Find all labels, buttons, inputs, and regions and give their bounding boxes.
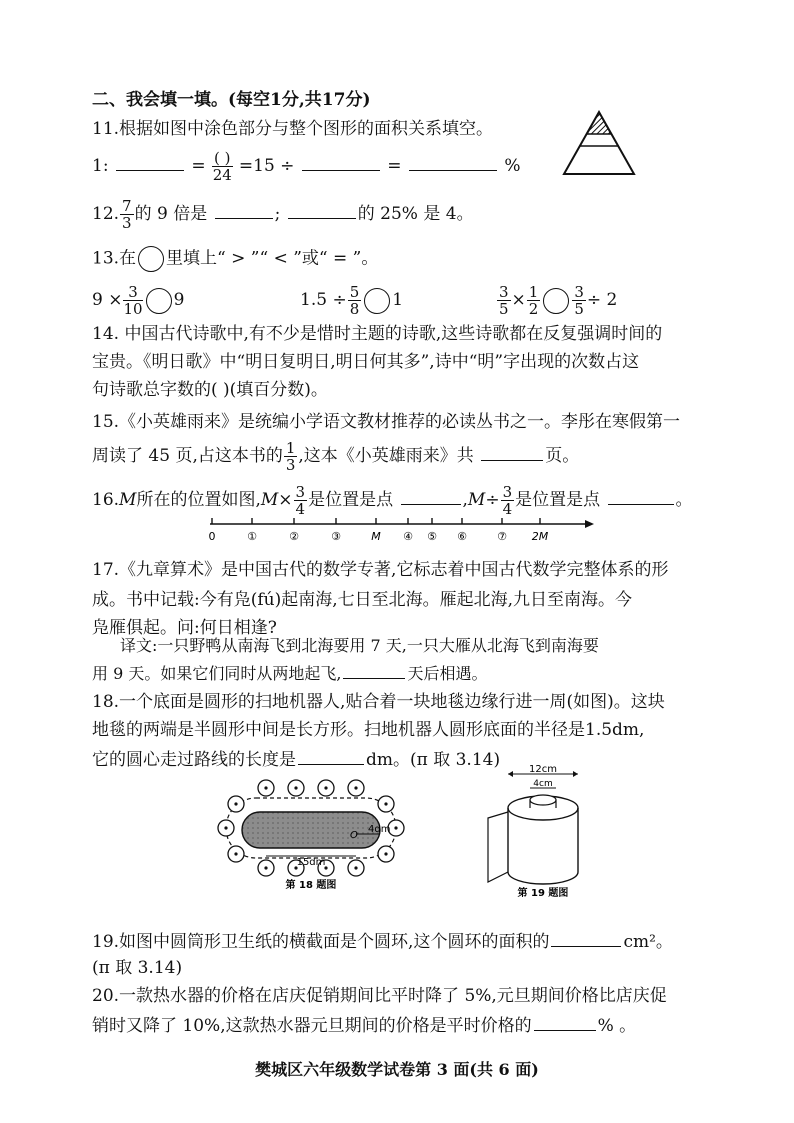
robot-center-dot	[354, 866, 357, 869]
q11-fraction: $\frac{( )}{24}$	[212, 149, 232, 184]
q13-circle-1[interactable]	[146, 288, 172, 314]
robot-center-dot	[354, 786, 357, 789]
q18-blank[interactable]	[298, 746, 364, 765]
q20-line-2: 销时又降了 10%,这款热水器元旦期间的价格是平时价格的 % 。	[92, 1012, 636, 1038]
q11-blank-3[interactable]	[409, 152, 497, 171]
number-line-label: ②	[289, 530, 299, 543]
q17-line-1: 17.《九章算术》是中国古代的数学专著,它标志着中国古代数学完整体系的形	[92, 560, 669, 580]
q14-line-2: 宝贵。《明日歌》中“明日复明日,明日何其多”,诗中“明”字出现的次数占这	[92, 352, 640, 372]
q14-line-1: 14. 中国古代诗歌中,有不少是惜时主题的诗歌,这些诗歌都在反复强调时间的	[92, 324, 663, 344]
q18-length-label: 15dm	[296, 857, 326, 868]
compare-circle-icon	[138, 246, 164, 272]
q19-line-1: 19.如图中圆筒形卫生纸的横截面是个圆环,这个圆环的面积的 cm²。	[92, 928, 673, 954]
robot-center-dot	[264, 866, 267, 869]
number-line-label: ①	[247, 530, 257, 543]
number-line-label: ④	[403, 530, 413, 543]
q17-line-5: 用 9 天。如果它们同时从两地起飞, 天后相遇。	[92, 660, 487, 686]
q13-expr-1: 9 × $\frac{3}{10}$ 9	[92, 283, 185, 318]
q19-figure-caption: 第 19 题图	[517, 888, 569, 899]
number-line-label: ⑤	[427, 530, 437, 543]
robot-center-dot	[384, 852, 387, 855]
q11-blank-1[interactable]	[116, 152, 184, 171]
q17-blank[interactable]	[343, 660, 405, 679]
robot-center-dot	[234, 852, 237, 855]
q12-fraction: $\frac{7}{3}$	[122, 197, 132, 232]
q16-blank-1[interactable]	[401, 486, 461, 505]
robot-center-dot	[384, 802, 387, 805]
q13-circle-2[interactable]	[364, 288, 390, 314]
q20-blank[interactable]	[534, 1012, 596, 1031]
q18-figure-caption: 第 18 题图	[285, 880, 337, 891]
q19-inner-label: 4cm	[533, 779, 553, 789]
q19-outer-label: 12cm	[529, 764, 557, 775]
q18-radius-label: 4dm	[368, 824, 391, 835]
q18-carpet-figure	[206, 776, 416, 896]
q11-blank-2[interactable]	[302, 152, 380, 171]
q11-eq3: =	[387, 156, 402, 176]
q16-number-line	[200, 512, 600, 552]
q20-line-1: 20.一款热水器的价格在店庆促销期间比平时降了 5%,元旦期间价格比店庆促	[92, 986, 667, 1006]
number-line-label: ⑦	[497, 530, 507, 543]
number-line-label: ⑥	[457, 530, 467, 543]
section-title: 二、我会填一填。(每空1分,共17分)	[92, 90, 371, 110]
q11-triangle-figure	[560, 108, 638, 178]
robot-center-dot	[234, 802, 237, 805]
q12-line: 12. $\frac{7}{3}$ 的 9 倍是 ; 的 25% 是 4。	[92, 197, 474, 232]
q16-blank-2[interactable]	[608, 486, 674, 505]
robot-center-dot	[224, 826, 227, 829]
q19-blank[interactable]	[551, 928, 621, 947]
number-line-label: ③	[331, 530, 341, 543]
q12-blank-1[interactable]	[215, 200, 273, 219]
number-line-label: 2M	[531, 530, 549, 543]
q18-line-3: 它的圆心走过路线的长度是 dm。(π 取 3.14)	[92, 746, 500, 772]
q15-blank[interactable]	[481, 442, 543, 461]
q11-text: 11.根据如图中涂色部分与整个图形的面积关系填空。	[92, 119, 494, 139]
number-line-label: M	[371, 530, 381, 543]
q13-circle-3[interactable]	[543, 288, 569, 314]
robot-center-dot	[394, 826, 397, 829]
page-footer: 樊城区六年级数学试卷第 3 面(共 6 面)	[255, 1060, 539, 1079]
q12-blank-2[interactable]	[288, 200, 356, 219]
robot-center-dot	[264, 786, 267, 789]
q11-eq2: =15 ÷	[238, 156, 295, 176]
q17-line-3: 凫雁俱起。问:何日相逢?	[92, 618, 277, 638]
q13-expr-2: 1.5 ÷ $\frac{5}{8}$ 1	[300, 283, 404, 318]
q18-line-1: 18.一个底面是圆形的扫地机器人,贴合着一块地毯边缘行进一周(如图)。这块	[92, 692, 665, 712]
q13-text: 13.在 里填上“ > ”“ < ”或“ = ”。	[92, 246, 378, 272]
robot-center-dot	[324, 786, 327, 789]
q19-toilet-roll-figure	[480, 760, 630, 900]
robot-center-dot	[294, 786, 297, 789]
q18-center-label: O	[350, 830, 358, 841]
q14-line-3: 句诗歌总字数的( )(填百分数)。	[92, 380, 328, 400]
q18-line-2: 地毯的两端是半圆形中间是长方形。扫地机器人圆形底面的半径是1.5dm,	[92, 720, 645, 740]
q15-line-2: 周读了 45 页,占这本书的 $\frac{1}{3}$ ,这本《小英雄雨来》共 页。	[92, 439, 580, 474]
q11-percent: %	[504, 156, 521, 176]
q11-equation	[92, 150, 520, 183]
q17-line-4: 译文:一只野鸭从南海飞到北海要用 7 天,一只大雁从北海飞到南海要	[120, 636, 599, 655]
q16-line: 16.M所在的位置如图,M× $\frac{3}{4}$ 是位置是点 ,M÷ $\frac{3}{4}$ 是位置是点 。	[92, 483, 693, 518]
number-line-label: 0	[208, 530, 216, 543]
q19-line-2: (π 取 3.14)	[92, 958, 183, 978]
q11-eq: =	[191, 156, 206, 176]
q15-line-1: 15.《小英雄雨来》是统编小学语文教材推荐的必读丛书之一。李彤在寒假第一	[92, 412, 681, 432]
q13-expr-3: $\frac{3}{5}$ × $\frac{1}{2}$ $\frac{3}{5}$ ÷ 2	[499, 283, 618, 318]
q11-ratio-prefix: 1:	[92, 156, 109, 176]
q17-line-2: 成。书中记载:今有凫(fú)起南海,七日至北海。雁起北海,九日至南海。今	[92, 590, 633, 610]
